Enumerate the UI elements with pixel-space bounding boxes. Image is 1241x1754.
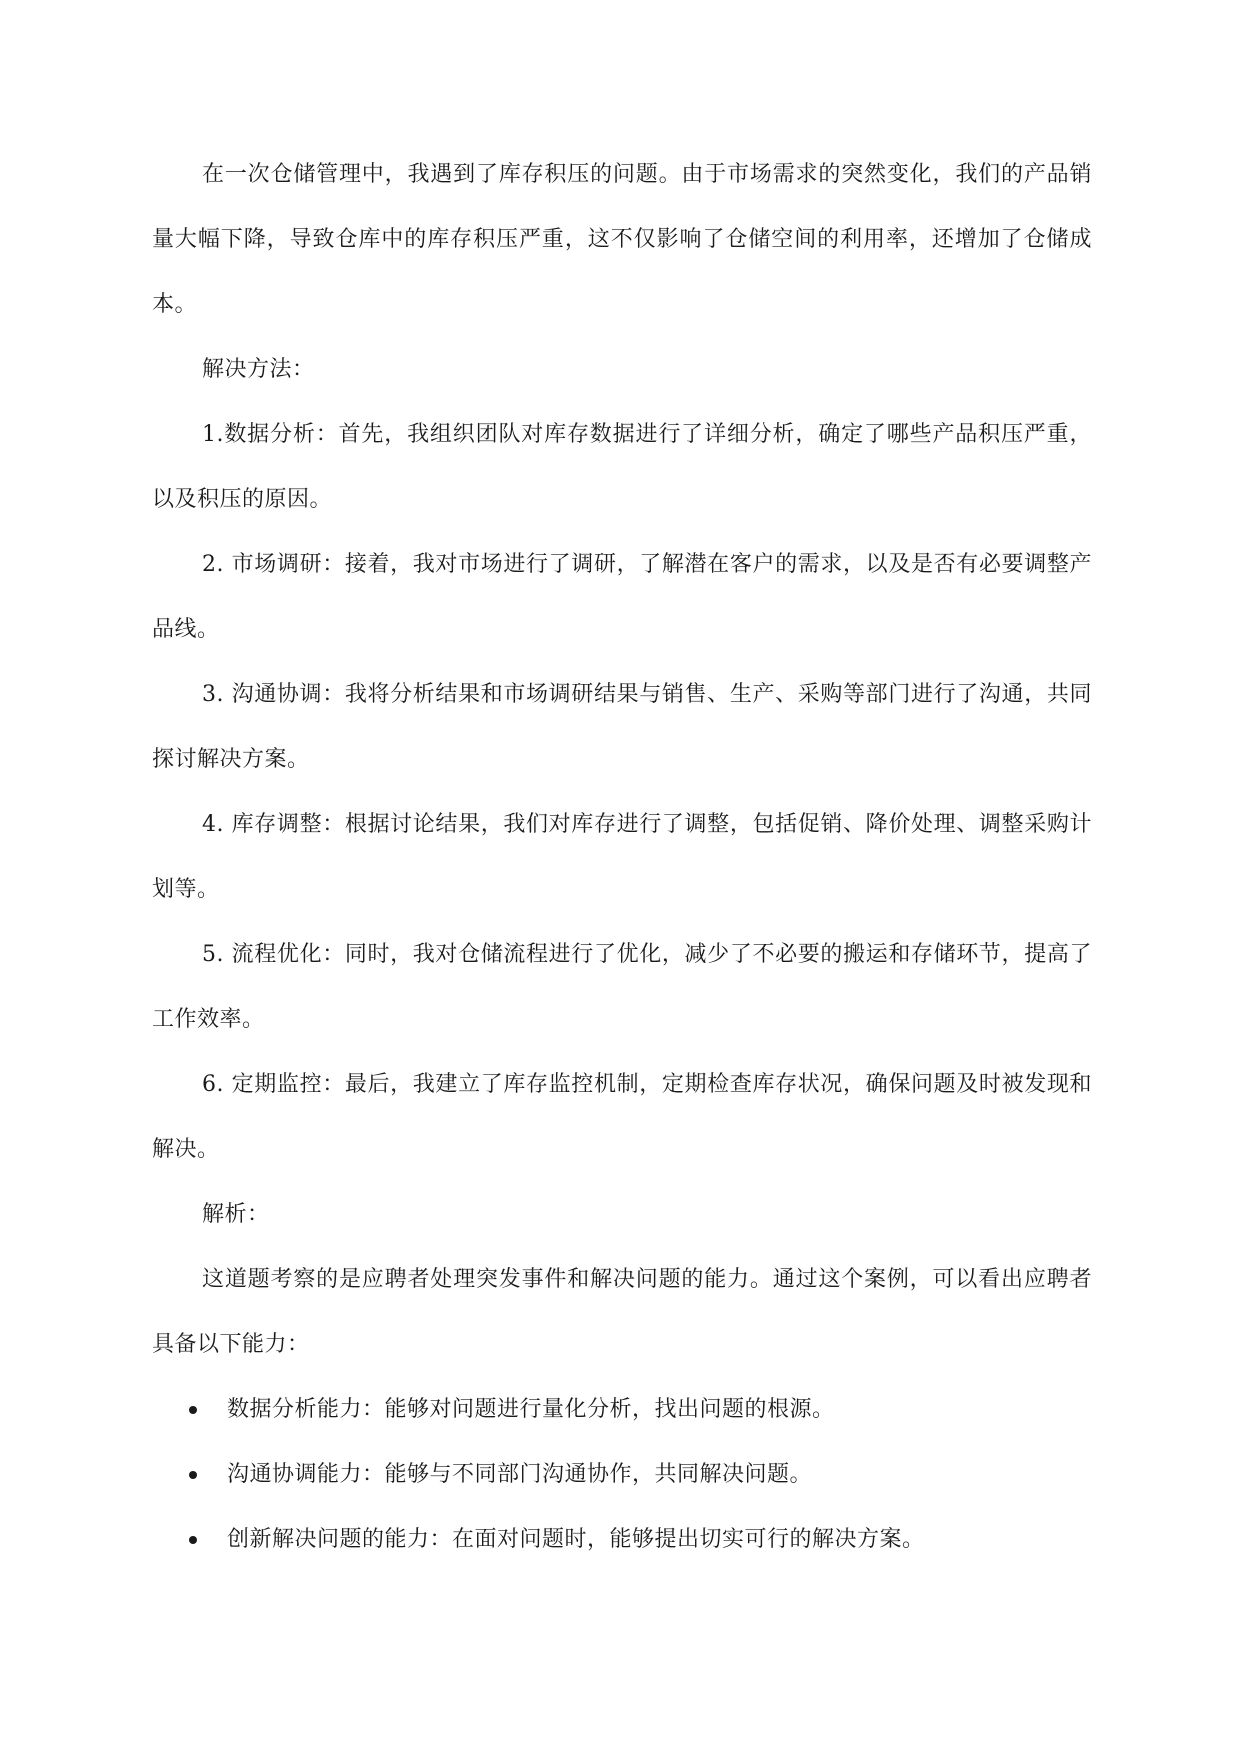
- paragraph-situation: 在一次仓储管理中，我遇到了库存积压的问题。由于市场需求的突然变化，我们的产品销量大幅下降，导致仓库中的库存积压严重，这不仅影响了仓储空间的利用率，还增加了仓储成本。: [152, 162, 1092, 317]
- bullet-icon: [189, 1471, 197, 1479]
- step-communication: 3. 沟通协调：我将分析结果和市场调研结果与销售、生产、采购等部门进行了沟通，共同探讨解决方案。: [152, 682, 1092, 772]
- paragraph-analysis: 这道题考察的是应聘者处理突发事件和解决问题的能力。通过这个案例，可以看出应聘者具备以下能力：: [152, 1267, 1092, 1357]
- document-page: [152, 142, 1092, 1572]
- bullet-icon: [189, 1536, 197, 1544]
- heading-solution: 解决方法：: [202, 357, 315, 382]
- bullet-icon: [189, 1406, 197, 1414]
- ability-text: 数据分析能力：能够对问题进行量化分析，找出问题的根源。: [227, 1397, 835, 1422]
- list-item: [152, 1377, 1092, 1442]
- ability-text: 沟通协调能力：能够与不同部门沟通协作，共同解决问题。: [227, 1462, 813, 1487]
- step-inventory-adjustment: 4. 库存调整：根据讨论结果，我们对库存进行了调整，包括促销、降价处理、调整采购计划等。: [152, 812, 1092, 902]
- ability-text: 创新解决问题的能力：在面对问题时，能够提出切实可行的解决方案。: [227, 1527, 925, 1552]
- heading-analysis: 解析：: [202, 1202, 270, 1227]
- step-market-research: 2. 市场调研：接着，我对市场进行了调研，了解潜在客户的需求，以及是否有必要调整产品线。: [152, 552, 1092, 642]
- list-item: [152, 1442, 1092, 1507]
- abilities-list: [152, 1377, 1092, 1572]
- step-monitoring: 6. 定期监控：最后，我建立了库存监控机制，定期检查库存状况，确保问题及时被发现和解决。: [152, 1072, 1092, 1162]
- step-process-optimization: 5. 流程优化：同时，我对仓储流程进行了优化，减少了不必要的搬运和存储环节，提高了工作效率。: [152, 942, 1092, 1032]
- list-item: [152, 1507, 1092, 1572]
- step-data-analysis: 1.数据分析：首先，我组织团队对库存数据进行了详细分析，确定了哪些产品积压严重，以及积压的原因。: [152, 422, 1092, 512]
